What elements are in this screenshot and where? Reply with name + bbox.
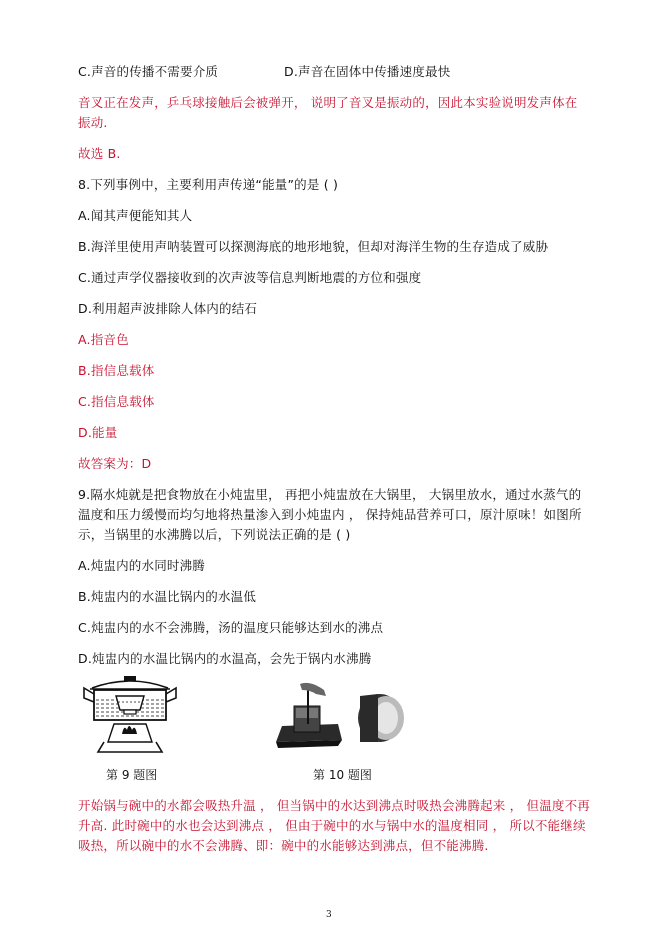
q8-analysis-a: A.指音色 (78, 332, 129, 347)
q9-option-b: B.炖盅内的水温比锅内的水温低 (78, 589, 257, 604)
figure-9-pot-diagram (80, 672, 180, 760)
q8-option-c: C.通过声学仪器接收到的次声波等信息判断地震的方位和强度 (78, 270, 422, 285)
q8-stem: 8.下列事例中，主要利用声传递“能量”的是 ( ) (78, 177, 339, 192)
q9-option-a: A.炖盅内的水同时沸腾 (78, 558, 206, 573)
q7-option-c: C.声音的传播不需要介质 (78, 64, 219, 79)
q9-explanation-line2: 升高. 此时碗中的水也会达到沸点 ， 但由于碗中的水与锅中水的温度相同 ， 所以不能继续 (78, 818, 586, 833)
q8-option-a: A.闻其声便能知其人 (78, 208, 193, 223)
q9-stem-line2: 温度和压力缓慢而均匀地将热量渗入到小炖盅内 ， 保持炖品营养可口，原汁原味！如图所 (78, 507, 582, 522)
q8-analysis-d: D.能量 (78, 425, 118, 440)
q9-explanation-line3: 吸热，所以碗中的水不会沸腾、即：碗中的水能够达到沸点，但不能沸腾. (78, 838, 489, 853)
figure-10-photo (272, 680, 412, 750)
q8-option-d: D.利用超声波排除人体内的结石 (78, 301, 258, 316)
q8-analysis-c: C.指信息载体 (78, 394, 155, 409)
q9-stem-line3: 示，当锅里的水沸腾以后，下列说法正确的是 ( ) (78, 527, 351, 542)
figure-10-caption: 第 10 题图 (313, 768, 372, 782)
q9-stem-line1: 9.隔水炖就是把食物放在小炖盅里， 再把小炖盅放在大锅里， 大锅里放水，通过水蒸气的 (78, 487, 582, 502)
q7-answer: 故选 B. (78, 146, 121, 161)
q9-option-c: C.炖盅内的水不会沸腾，汤的温度只能够达到水的沸点 (78, 620, 384, 635)
q9-option-d: D.炖盅内的水温比锅内的水温高，会先于锅内水沸腾 (78, 651, 372, 666)
q7-option-d: D.声音在固体中传播速度最快 (284, 64, 451, 79)
q9-explanation-line1: 开始锅与碗中的水都会吸热升温 ， 但当锅中的水达到沸点时吸热会沸腾起来 ， 但温度不再 (78, 798, 590, 813)
figure-9-caption: 第 9 题图 (106, 768, 158, 782)
q7-explanation-line1: 音叉正在发声，乒乓球接触后会被弹开， 说明了音叉是振动的，因此本实验说明发声体在 (78, 95, 578, 110)
q8-option-b: B.海洋里使用声呐装置可以探测海底的地形地貌，但却对海洋生物的生存造成了威胁 (78, 239, 549, 254)
q8-analysis-b: B.指信息载体 (78, 363, 155, 378)
page-number: 3 (326, 910, 332, 920)
q8-answer: 故答案为：D (78, 456, 152, 471)
q7-explanation-line2: 振动. (78, 115, 108, 130)
